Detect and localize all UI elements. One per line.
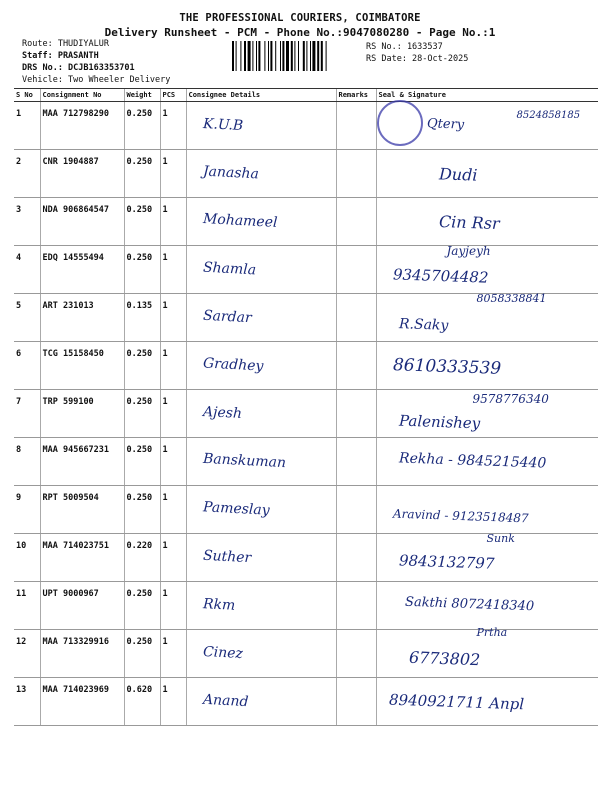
row-sno: 7 — [14, 390, 40, 438]
col-weight: Weight — [124, 89, 160, 102]
signature-handwriting: Dudi — [438, 164, 478, 185]
vehicle-line: Vehicle: Two Wheeler Delivery — [22, 75, 171, 85]
row-consignment: TRP 599100 — [40, 390, 124, 438]
row-consignment: RPT 5009504 — [40, 486, 124, 534]
row-weight: 0.250 — [124, 198, 160, 246]
row-sno: 11 — [14, 582, 40, 630]
row-remarks — [336, 390, 376, 438]
document-header — [0, 12, 600, 39]
signature-handwriting: Sakthi 8072418340 — [404, 594, 534, 615]
row-sno: 9 — [14, 486, 40, 534]
signature-handwriting: 9345704482 — [392, 265, 489, 287]
signature-handwriting: 8610333539 — [392, 355, 501, 379]
barcode-bar — [258, 41, 260, 71]
col-consignee: Consignee Details — [186, 89, 336, 102]
table-row — [14, 486, 598, 534]
row-signature — [376, 342, 598, 390]
row-remarks — [336, 102, 376, 150]
signature-phone: Prtha — [476, 626, 508, 639]
barcode-bar — [286, 41, 289, 71]
barcode-bar — [280, 41, 281, 71]
consignee-handwriting: Mohameel — [202, 211, 278, 231]
signature-handwriting: Qtery — [426, 116, 464, 133]
row-sno: 2 — [14, 150, 40, 198]
row-consignment: MAA 714023751 — [40, 534, 124, 582]
table-row — [14, 342, 598, 390]
row-signature — [376, 390, 598, 438]
col-pcs: PCS — [160, 89, 186, 102]
signature-handwriting: R.Saky — [398, 316, 449, 334]
row-consignee — [186, 342, 336, 390]
row-weight: 0.135 — [124, 294, 160, 342]
consignee-handwriting: Cinez — [202, 643, 243, 663]
row-weight: 0.250 — [124, 390, 160, 438]
signature-handwriting: Rekha - 9845215440 — [398, 450, 547, 472]
barcode-bar — [264, 41, 265, 71]
signature-handwriting: Cin Rsr — [438, 211, 500, 234]
row-consignee — [186, 246, 336, 294]
table-row — [14, 246, 598, 294]
signature-handwriting: Palenishey — [398, 411, 481, 433]
signature-handwriting: Aravind - 9123518487 — [392, 506, 529, 526]
barcode-bar — [248, 41, 251, 71]
row-signature — [376, 198, 598, 246]
row-remarks — [336, 534, 376, 582]
barcode-bar — [326, 41, 327, 71]
row-weight: 0.620 — [124, 678, 160, 726]
consignee-handwriting: Sardar — [202, 307, 252, 327]
row-consignee — [186, 294, 336, 342]
row-remarks — [336, 486, 376, 534]
row-consignment: EDQ 14555494 — [40, 246, 124, 294]
seal-stamp — [377, 100, 423, 146]
table-row — [14, 678, 598, 726]
barcode-bar — [252, 41, 253, 71]
row-consignee — [186, 486, 336, 534]
row-sno: 1 — [14, 102, 40, 150]
row-remarks — [336, 198, 376, 246]
consignee-handwriting: Rkm — [202, 596, 236, 614]
row-signature — [376, 246, 598, 294]
row-signature — [376, 582, 598, 630]
row-signature — [376, 678, 598, 726]
row-pcs: 1 — [160, 390, 186, 438]
row-consignment: NDA 906864547 — [40, 198, 124, 246]
rs-number: RS No.: 1633537 — [366, 42, 443, 52]
signature-handwriting: 6773802 — [408, 647, 481, 670]
row-signature — [376, 150, 598, 198]
runsheet-title: Delivery Runsheet - PCM - Phone No.:9047080280 - Page No.:1 — [104, 26, 496, 39]
row-pcs: 1 — [160, 102, 186, 150]
table-row — [14, 630, 598, 678]
table-row — [14, 534, 598, 582]
consignee-handwriting: Suther — [202, 547, 252, 567]
row-signature — [376, 534, 598, 582]
company-name: THE PROFESSIONAL COURIERS, COIMBATORE — [179, 12, 421, 24]
staff-line: Staff: PRASANTH — [22, 51, 99, 61]
barcode-bar — [298, 41, 299, 71]
row-pcs: 1 — [160, 438, 186, 486]
row-sno: 13 — [14, 678, 40, 726]
barcode-bar — [321, 41, 323, 71]
signature-handwriting: 8940921711 Anpl — [388, 690, 524, 714]
row-pcs: 1 — [160, 486, 186, 534]
table-row — [14, 294, 598, 342]
row-signature — [376, 486, 598, 534]
runsheet-table — [14, 88, 598, 726]
consignee-handwriting: Banskuman — [202, 450, 286, 472]
consignee-handwriting: Shamla — [202, 259, 256, 279]
table-row — [14, 102, 598, 150]
row-consignment: MAA 712798290 — [40, 102, 124, 150]
table-row — [14, 438, 598, 486]
row-signature — [376, 294, 598, 342]
col-sno: S No — [14, 89, 40, 102]
row-pcs: 1 — [160, 678, 186, 726]
row-weight: 0.220 — [124, 534, 160, 582]
row-sno: 10 — [14, 534, 40, 582]
consignee-handwriting: Janasha — [202, 163, 259, 183]
barcode-bar — [294, 41, 295, 71]
signature-handwriting: 9843132797 — [398, 551, 495, 573]
row-weight: 0.250 — [124, 246, 160, 294]
row-consignee — [186, 390, 336, 438]
row-consignment: UPT 9000967 — [40, 582, 124, 630]
row-weight: 0.250 — [124, 342, 160, 390]
row-remarks — [336, 438, 376, 486]
row-pcs: 1 — [160, 198, 186, 246]
row-pcs: 1 — [160, 582, 186, 630]
row-consignment: CNR 1904887 — [40, 150, 124, 198]
barcode-bar — [240, 41, 241, 71]
row-consignee — [186, 150, 336, 198]
row-pcs: 1 — [160, 630, 186, 678]
drs-line: DRS No.: DCJB163353701 — [22, 63, 135, 73]
barcode-bar — [232, 41, 234, 71]
row-pcs: 1 — [160, 342, 186, 390]
table-row — [14, 198, 598, 246]
row-consignment: TCG 15158450 — [40, 342, 124, 390]
row-weight: 0.250 — [124, 582, 160, 630]
table-row — [14, 390, 598, 438]
signature-phone: 8524858185 — [516, 110, 581, 121]
consignee-handwriting: Gradhey — [202, 355, 264, 375]
consignee-handwriting: K.U.B — [202, 115, 244, 135]
consignee-handwriting: Anand — [202, 691, 249, 711]
row-consignment: MAA 714023969 — [40, 678, 124, 726]
row-sno: 5 — [14, 294, 40, 342]
barcode-bar — [282, 41, 284, 71]
row-consignee — [186, 630, 336, 678]
runsheet-meta — [22, 38, 170, 86]
table-header-row — [14, 89, 598, 102]
barcode-bar — [270, 41, 272, 71]
signature-phone: Sunk — [486, 532, 515, 545]
row-sno: 12 — [14, 630, 40, 678]
barcode-bar — [268, 41, 269, 71]
barcode-bar — [244, 41, 246, 71]
barcode-bar — [310, 41, 311, 71]
rs-date: RS Date: 28-Oct-2025 — [366, 54, 469, 64]
row-remarks — [336, 678, 376, 726]
signature-phone: 9578776340 — [472, 392, 549, 406]
consignee-handwriting: Pameslay — [202, 499, 270, 519]
barcode-bar — [306, 41, 307, 71]
rs-info — [366, 41, 468, 65]
row-pcs: 1 — [160, 246, 186, 294]
row-signature — [376, 438, 598, 486]
row-remarks — [336, 150, 376, 198]
row-sno: 8 — [14, 438, 40, 486]
row-weight: 0.250 — [124, 486, 160, 534]
signature-phone: 8058338841 — [476, 292, 547, 305]
row-signature — [376, 102, 598, 150]
col-signature: Seal & Signature — [376, 89, 598, 102]
row-consignee — [186, 678, 336, 726]
row-signature — [376, 626, 598, 678]
row-remarks — [336, 630, 376, 678]
barcode-bar — [303, 41, 305, 71]
row-pcs: 1 — [160, 534, 186, 582]
row-consignee — [186, 534, 336, 582]
row-pcs: 1 — [160, 294, 186, 342]
row-consignee — [186, 198, 336, 246]
row-consignee — [186, 438, 336, 486]
barcode-bar — [291, 41, 293, 71]
row-consignment: ART 231013 — [40, 294, 124, 342]
row-remarks — [336, 294, 376, 342]
table-row — [14, 582, 598, 630]
barcode-image — [232, 41, 362, 71]
row-weight: 0.250 — [124, 630, 160, 678]
row-sno: 6 — [14, 342, 40, 390]
row-weight: 0.250 — [124, 438, 160, 486]
row-remarks — [336, 342, 376, 390]
barcode-bar — [312, 41, 315, 71]
row-remarks — [336, 582, 376, 630]
row-consignee — [186, 582, 336, 630]
barcode-bar — [317, 41, 319, 71]
barcode-bar — [256, 41, 257, 71]
table-row — [14, 150, 598, 198]
row-consignment: MAA 945667231 — [40, 438, 124, 486]
barcode-bar — [275, 41, 276, 71]
consignee-handwriting: Ajesh — [202, 403, 242, 423]
row-consignment: MAA 713329916 — [40, 630, 124, 678]
col-consignment: Consignment No — [40, 89, 124, 102]
row-consignee — [186, 102, 336, 150]
row-sno: 4 — [14, 246, 40, 294]
row-remarks — [336, 246, 376, 294]
row-pcs: 1 — [160, 150, 186, 198]
row-weight: 0.250 — [124, 150, 160, 198]
col-remarks: Remarks — [336, 89, 376, 102]
signature-phone: Jayjeyh — [446, 244, 491, 258]
barcode-bar — [236, 41, 237, 71]
row-weight: 0.250 — [124, 102, 160, 150]
route-line: Route: THUDIYALUR — [22, 39, 109, 49]
row-sno: 3 — [14, 198, 40, 246]
